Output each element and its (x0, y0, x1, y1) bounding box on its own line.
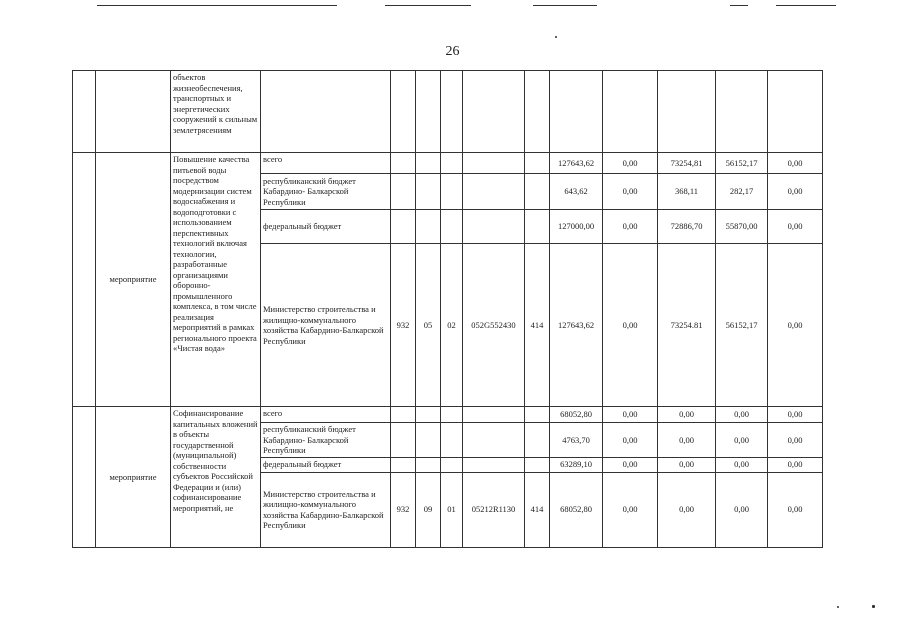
source-cell: всего (261, 153, 391, 174)
code-cell: 414 (525, 244, 550, 407)
index-cell (73, 71, 96, 153)
scan-speck (837, 606, 839, 608)
code-cell: 932 (391, 472, 416, 547)
table-row: республиканский бюджет Кабардино- Балкарской Республики 643,62 0,00 368,11 282,17 0,00 (73, 174, 823, 210)
index-cell (73, 153, 96, 407)
source-cell: федеральный бюджет (261, 210, 391, 244)
code-cell: 052G552430 (463, 244, 525, 407)
total-cell: 68052,80 (550, 472, 603, 547)
source-cell: федеральный бюджет (261, 457, 391, 472)
top-rule-5 (776, 5, 836, 6)
top-rule-4 (730, 5, 748, 6)
total-cell: 127000,00 (550, 210, 603, 244)
total-cell: 643,62 (550, 174, 603, 210)
top-rule-1 (97, 5, 337, 6)
source-cell: Министерство строительства и жилищно-коммунального хозяйства Кабардино-Балкарской Республики (261, 244, 391, 407)
top-rule-2 (385, 5, 471, 6)
table-row: мероприятие Софинансирование капитальных вложений в объекты государственной (муниципальной) собственности субъектов Российской Федерации и (или) софинансирование мероприятий, не всего 68052,80 0,00 0,00 0,00 0,00 (73, 407, 823, 423)
code-cell: 414 (525, 472, 550, 547)
page-number: 26 (445, 44, 460, 59)
name-cell: Повышение качества питьевой воды посредством модернизации систем водоснабжения и водоподготовки с использованием перспективных технологий включая технологии, разработанные организациями оборонно-промышленного комплекса, в том числе реализация мероприятий в рамках регионального проекта «Чистая вода» (171, 153, 261, 407)
table-row: федеральный бюджет 63289,10 0,00 0,00 0,00 0,00 (73, 457, 823, 472)
type-cell: мероприятие (96, 407, 171, 548)
source-cell: всего (261, 407, 391, 423)
table-row: республиканский бюджет Кабардино- Балкарской Республики 4763,70 0,00 0,00 0,00 0,00 (73, 423, 823, 458)
name-cell: Софинансирование капитальных вложений в объекты государственной (муниципальной) собственности субъектов Российской Федерации и (или) софинансирование мероприятий, не (171, 407, 261, 548)
index-cell (73, 407, 96, 548)
code-cell: 932 (391, 244, 416, 407)
table-row: Министерство строительства и жилищно-коммунального хозяйства Кабардино-Балкарской Республики 932 09 01 05212R1130 414 68052,80 0,00 0,00 0,00 0,00 (73, 472, 823, 547)
code-cell: 09 (416, 472, 441, 547)
table-row: мероприятие Повышение качества питьевой воды посредством модернизации систем водоснабжения и водоподготовки с использованием перспективных технологий включая технологии, разработанные организациями оборонно-промышленного комплекса, в том числе реализация мероприятий в рамках регионального проекта «Чистая вода» всего 127643,62 0,00 73254,81 56152,17 0,00 (73, 153, 823, 174)
total-cell: 127643,62 (550, 153, 603, 174)
table-row: Министерство строительства и жилищно-коммунального хозяйства Кабардино-Балкарской Республики 932 05 02 052G552430 414 127643,62 0,00 73254.81 56152,17 0,00 (73, 244, 823, 407)
code-cell: 01 (441, 472, 463, 547)
table-row (73, 71, 823, 153)
source-cell: республиканский бюджет Кабардино- Балкарской Республики (261, 423, 391, 458)
scan-speck (872, 605, 875, 608)
total-cell: 4763,70 (550, 423, 603, 458)
total-cell: 63289,10 (550, 457, 603, 472)
top-rule-3 (533, 5, 597, 6)
code-cell: 05 (416, 244, 441, 407)
code-cell: 05212R1130 (463, 472, 525, 547)
budget-table (72, 70, 823, 548)
total-cell: 127643,62 (550, 244, 603, 407)
type-cell (96, 71, 171, 153)
name-cell: объектов жизнеобеспечения, транспортных и энергетических сооружений к сильным землетрясениям (171, 71, 261, 153)
source-cell: Министерство строительства и жилищно-коммунального хозяйства Кабардино-Балкарской Республики (261, 472, 391, 547)
source-cell: республиканский бюджет Кабардино- Балкарской Республики (261, 174, 391, 210)
type-cell: мероприятие (96, 153, 171, 407)
table-row: федеральный бюджет 127000,00 0,00 72886,70 55870,00 0,00 (73, 210, 823, 244)
code-cell: 02 (441, 244, 463, 407)
scan-speck (555, 36, 557, 38)
total-cell: 68052,80 (550, 407, 603, 423)
